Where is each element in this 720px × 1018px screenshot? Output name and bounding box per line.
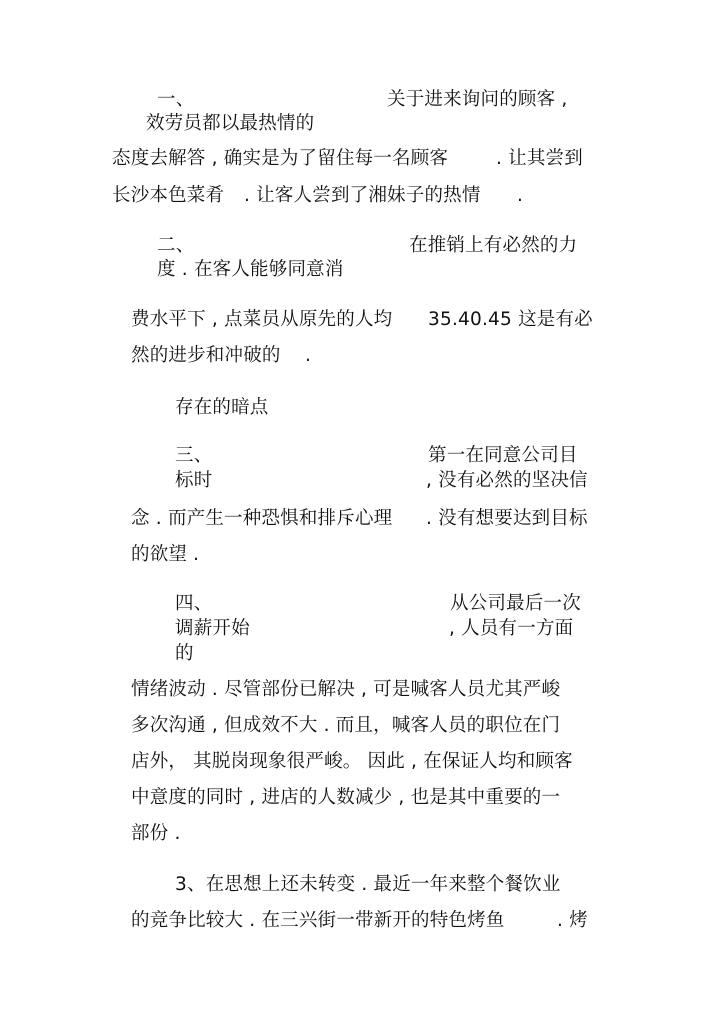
- text-line: 调薪开始: [175, 618, 250, 639]
- text-line: 的竞争比较大 . 在三兴街一带新开的特色烤鱼: [131, 910, 505, 931]
- text-line: 标时: [175, 470, 213, 491]
- text-line: 多次沟通 , 但成效不大 . 而且，喊客人员的职位在门: [131, 715, 561, 736]
- text-line: 35.40.45 这是有必: [428, 309, 593, 330]
- text-line: .: [305, 345, 312, 366]
- text-line: 中意度的同时 , 进店的人数减少 , 也是其中重要的一: [131, 787, 561, 808]
- text-line: . 让其尝到: [496, 148, 583, 169]
- text-line: 态度去解答 , 确实是为了留住每一名顾客: [112, 148, 449, 169]
- text-line: , 人员有一方面: [449, 618, 574, 639]
- item-two-number: 二、: [157, 235, 195, 256]
- text-line: 关于进来询问的顾客 ,: [387, 89, 568, 110]
- text-line: 的: [175, 643, 194, 664]
- text-line: 3、在思想上还未转变 . 最近一年来整个餐饮业: [175, 874, 561, 895]
- text-line: 效劳员都以最热情的: [146, 113, 315, 134]
- text-line: 长沙本色菜肴: [112, 185, 225, 206]
- text-line: 费水平下 , 点菜员从原先的人均: [131, 309, 393, 330]
- text-line: 在推销上有必然的力: [409, 235, 578, 256]
- text-line: .: [517, 185, 524, 206]
- text-line: 然的进步和冲破的: [131, 345, 281, 366]
- text-line: 念 . 而产生一种恐惧和排斥心理: [131, 508, 393, 529]
- text-line: 情绪波动 . 尽管部份已解决 , 可是喊客人员尤其严峻: [131, 679, 561, 700]
- item-three-number: 三、: [175, 445, 213, 466]
- text-line: 的欲望 .: [131, 544, 200, 565]
- text-line: 第一在同意公司目: [428, 445, 578, 466]
- text-line: . 没有想要达到目标: [426, 508, 588, 529]
- text-line: 部份 .: [131, 823, 181, 844]
- text-line: , 没有必然的坚决信: [426, 470, 588, 491]
- item-one-number: 一、: [157, 89, 195, 110]
- section-heading: 存在的暗点: [175, 397, 269, 418]
- item-four-number: 四、: [175, 593, 213, 614]
- text-line: . 让客人尝到了湘妹子的热情: [244, 185, 481, 206]
- text-line: 店外， 其脱岗现象很严峻。 因此 , 在保证人均和顾客: [131, 751, 573, 772]
- text-line: 度 . 在客人能够同意消: [157, 259, 344, 280]
- text-line: . 烤: [557, 910, 588, 931]
- text-line: 从公司最后一次: [450, 593, 581, 614]
